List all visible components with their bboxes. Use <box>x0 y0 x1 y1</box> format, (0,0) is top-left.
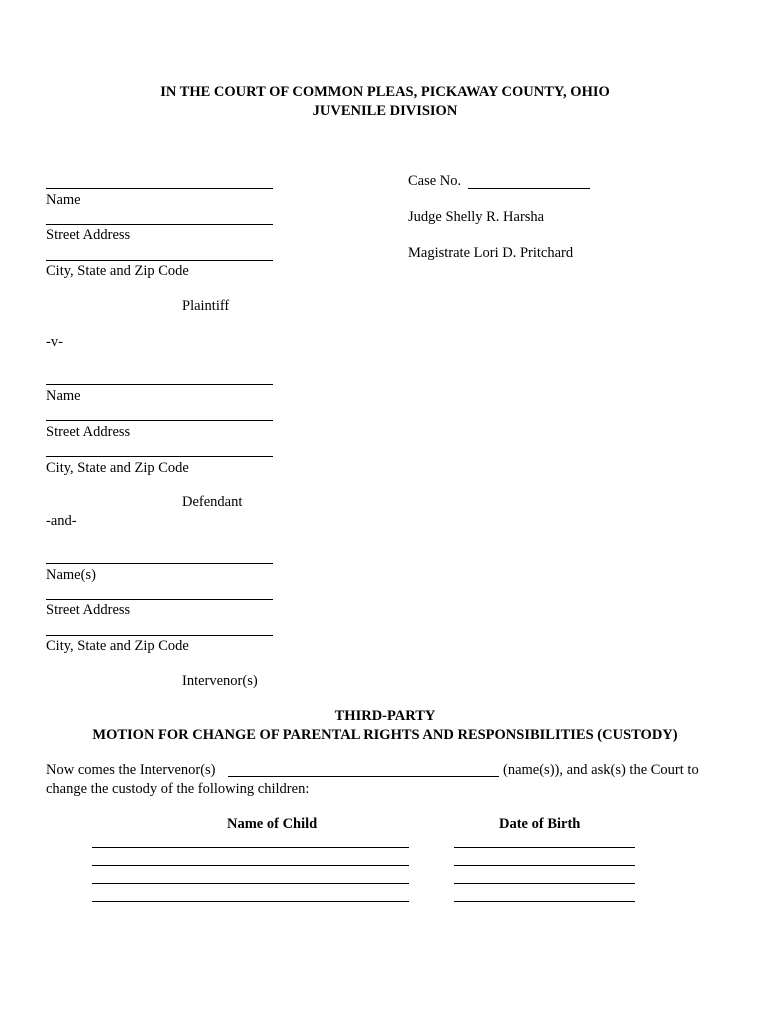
child-name-field[interactable] <box>92 871 409 884</box>
magistrate-name: Magistrate Lori D. Pritchard <box>408 245 574 261</box>
plaintiff-role: Plaintiff <box>182 298 230 314</box>
child-dob-field[interactable] <box>454 835 635 848</box>
plaintiff-city-label: City, State and Zip Code <box>46 263 189 279</box>
motion-body-line2: change the custody of the following children: <box>46 781 310 797</box>
defendant-city-label: City, State and Zip Code <box>46 460 189 476</box>
defendant-city-field[interactable] <box>46 442 273 457</box>
child-name-field[interactable] <box>92 853 409 866</box>
defendant-street-field[interactable] <box>46 406 273 421</box>
case-no-field[interactable] <box>468 174 590 189</box>
intervenor-name-field[interactable] <box>46 549 273 564</box>
plaintiff-city-field[interactable] <box>46 246 273 261</box>
court-title: IN THE COURT OF COMMON PLEAS, PICKAWAY COUNTY, OHIO <box>160 84 610 100</box>
intervenor-city-field[interactable] <box>46 621 273 636</box>
division-title: JUVENILE DIVISION <box>312 103 458 119</box>
motion-body-prefix: Now comes the Intervenor(s) <box>46 762 216 778</box>
child-dob-field[interactable] <box>454 889 635 902</box>
judge-name: Judge Shelly R. Harsha <box>408 209 545 225</box>
defendant-name-label: Name <box>46 388 81 404</box>
col-header-name-of-child: Name of Child <box>227 816 318 832</box>
motion-title-line2: MOTION FOR CHANGE OF PARENTAL RIGHTS AND RESPONSIBILITIES (CUSTODY) <box>92 727 678 743</box>
child-dob-field[interactable] <box>454 853 635 866</box>
defendant-role: Defendant <box>182 494 243 510</box>
intervenor-role: Intervenor(s) <box>182 673 258 689</box>
intervenor-name-label: Name(s) <box>46 567 96 583</box>
child-dob-field[interactable] <box>454 871 635 884</box>
motion-title-line1: THIRD-PARTY <box>334 708 436 724</box>
defendant-name-field[interactable] <box>46 370 273 385</box>
motion-body-suffix: (name(s)), and ask(s) the Court to <box>503 762 699 778</box>
intervenor-city-label: City, State and Zip Code <box>46 638 189 654</box>
col-header-date-of-birth: Date of Birth <box>499 816 581 832</box>
versus-label: -v- <box>46 334 63 350</box>
case-no-label: Case No. <box>408 173 462 189</box>
and-label: -and- <box>46 513 77 529</box>
intervenor-street-label: Street Address <box>46 602 131 618</box>
plaintiff-street-label: Street Address <box>46 227 131 243</box>
defendant-street-label: Street Address <box>46 424 131 440</box>
child-name-field[interactable] <box>92 835 409 848</box>
child-name-field[interactable] <box>92 889 409 902</box>
plaintiff-name-label: Name <box>46 192 81 208</box>
intervenor-names-field[interactable] <box>228 762 499 777</box>
plaintiff-name-field[interactable] <box>46 174 273 189</box>
intervenor-street-field[interactable] <box>46 585 273 600</box>
plaintiff-street-field[interactable] <box>46 210 273 225</box>
